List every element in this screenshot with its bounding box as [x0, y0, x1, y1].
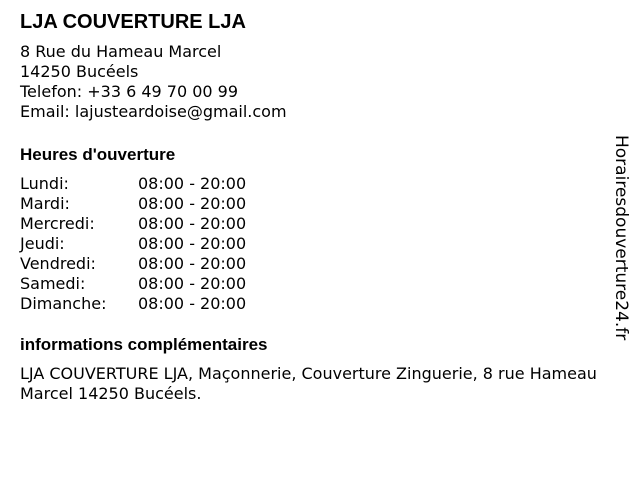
address-line-2: 14250 Bucéels — [20, 62, 139, 81]
hours-heading: Heures d'ouverture — [20, 145, 176, 164]
email-address: Email: lajusteardoise@gmail.com — [20, 102, 287, 121]
hours-row-thursday — [20, 234, 610, 254]
hours-row-saturday — [20, 274, 610, 294]
business-name: LJA COUVERTURE LJA — [20, 11, 246, 33]
address-line-1: 8 Rue du Hameau Marcel — [20, 42, 222, 61]
day-label: Samedi: — [20, 274, 86, 293]
info-text: LJA COUVERTURE LJA, Maçonnerie, Couverture Zinguerie, 8 rue Hameau Marcel 14250 Bucéels. — [20, 364, 597, 403]
hours-row-friday — [20, 254, 610, 274]
time-range: 08:00 - 20:00 — [138, 174, 247, 193]
info-heading: informations complémentaires — [20, 335, 268, 354]
hours-row-tuesday — [20, 194, 610, 214]
day-label: Mercredi: — [20, 214, 95, 233]
day-label: Dimanche: — [20, 294, 107, 313]
day-label: Jeudi: — [20, 234, 65, 253]
watermark-text: Horairesdouverture24.fr — [611, 135, 631, 341]
day-label: Mardi: — [20, 194, 70, 213]
day-label: Lundi: — [20, 174, 69, 193]
phone-number: Telefon: +33 6 49 70 00 99 — [20, 82, 239, 101]
time-range: 08:00 - 20:00 — [138, 194, 247, 213]
hours-row-monday — [20, 174, 610, 194]
business-card — [20, 10, 610, 404]
time-range: 08:00 - 20:00 — [138, 274, 247, 293]
contact-block — [20, 42, 610, 122]
hours-row-wednesday — [20, 214, 610, 234]
day-label: Vendredi: — [20, 254, 96, 273]
time-range: 08:00 - 20:00 — [138, 234, 247, 253]
hours-table — [20, 174, 610, 314]
hours-row-sunday — [20, 294, 610, 314]
time-range: 08:00 - 20:00 — [138, 254, 247, 273]
time-range: 08:00 - 20:00 — [138, 294, 247, 313]
time-range: 08:00 - 20:00 — [138, 214, 247, 233]
